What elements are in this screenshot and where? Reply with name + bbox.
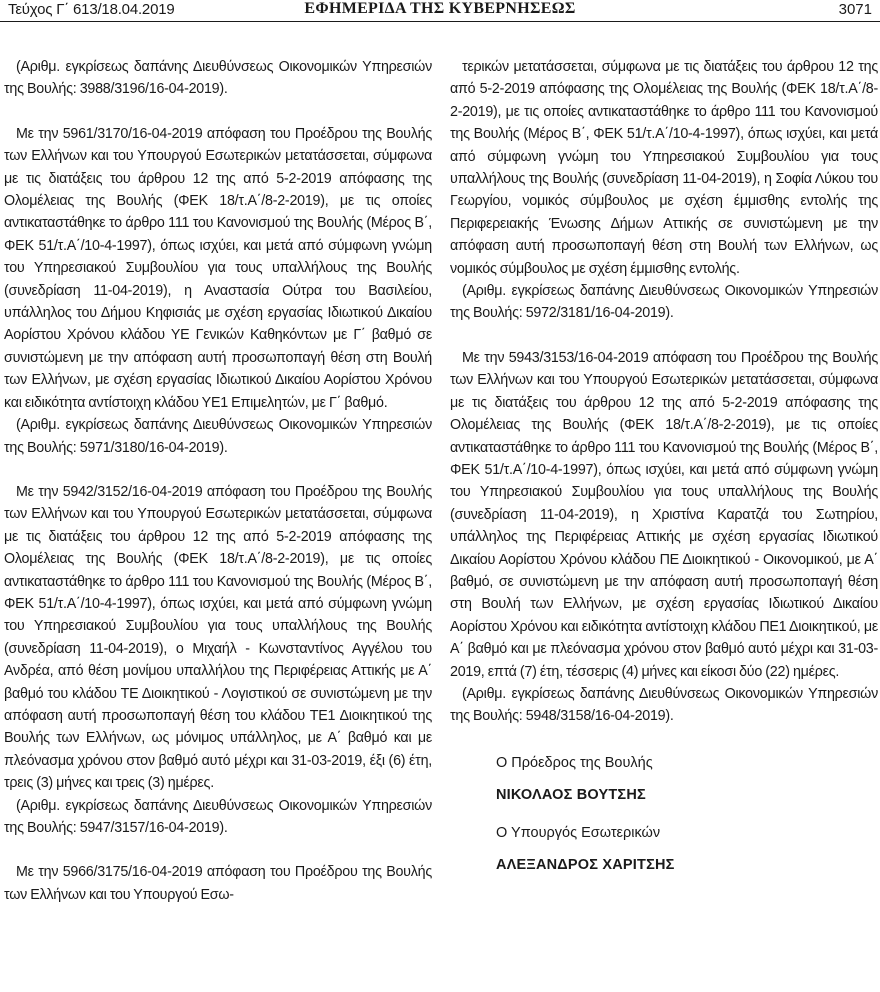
issue-number: Τεύχος Γ΄ 613/18.04.2019: [8, 1, 175, 18]
right-column: [450, 56, 878, 876]
decision-paragraph: τερικών μετατάσσεται, σύμφωνα με τις διατάξεις του άρθρου 12 της από 5-2-2019 απόφασης της Ολομέλειας της Βουλής (ΦΕΚ 18/τ.Α΄/8-2-2019), με τις οποίες αντικαταστάθηκε το άρθρο 111 του Κανονισμού της Βουλής (Μέρος Β΄, ΦΕΚ 51/τ.Α΄/10-4-1997), όπως ισχύει, και μετά από σύμφωνη γνώμη του Υπηρεσιακού Συμβουλίου για τους υπαλλήλους της Βουλής (συνεδρίαση 11-04-2019), η Σοφία Λύκου του Γεωργίου, νομικός σύμβουλος με σχέση έμμισθης εντολής της Περιφερειακής Ένωσης Δήμων Αττικής σε συνιστώμενη με την απόφαση αυτή προσωποπαγή θέση στη Βουλή των Ελλήνων, ως νομικός σύμβουλος με σχέση έμμισθης εντολής.: [450, 59, 878, 277]
approval-note: (Αριθμ. εγκρίσεως δαπάνης Διευθύνσεως Οικονομικών Υπηρεσιών της Βουλής: 5947/3157/16-04-2019).: [4, 797, 432, 836]
approval-note: (Αριθμ. εγκρίσεως δαπάνης Διευθύνσεως Οικονομικών Υπηρεσιών της Βουλής: 3988/3196/16-04-2019).: [4, 59, 432, 98]
left-column: [4, 56, 432, 906]
page-header: [0, 0, 880, 22]
decision-paragraph: Με την 5961/3170/16-04-2019 απόφαση του Προέδρου της Βουλής των Ελλήνων και του Υπουργού Εσωτερικών μετατάσσεται, σύμφωνα με τις διατάξεις του άρθρου 12 της από 5-2-2019 απόφασης της Ολομέλειας της Βουλής (ΦΕΚ 18/τ.Α΄/8-2-2019), με τις οποίες αντικαταστάθηκε το άρθρο 111 του Κανονισμού της Βουλής (Μέρος Β΄, ΦΕΚ 51/τ.Α΄/10-4-1997), όπως ισχύει, και μετά από σύμφωνη γνώμη του Υπηρεσιακού Συμβουλίου για τους υπαλλήλους της Βουλής (συνεδρίαση 11-04-2019), η Αναστασία Ούτρα του Βασιλείου, υπάλληλος του Δήμου Κηφισιάς με σχέση εργασίας Ιδιωτικού Δικαίου Αορίστου Χρόνου κλάδου ΥΕ Γενικών Καθηκόντων με Γ΄ βαθμό σε συνιστώμενη με την απόφαση αυτή προσωποπαγή θέση στη Βουλή των Ελλήνων, με σχέση εργασίας Ιδιωτικού Δικαίου Αορίστου Χρόνου και ειδικότητα αντίστοιχη κλάδου ΥΕ1 Επιμελητών, με Γ΄ βαθμό.: [4, 125, 432, 411]
signatory-name: ΑΛΕΞΑΝΔΡΟΣ ΧΑΡΙΤΣΗΣ: [496, 856, 675, 873]
decision-paragraph: Με την 5966/3175/16-04-2019 απόφαση του Προέδρου της Βουλής των Ελλήνων και του Υπουργού Εσω-: [4, 864, 432, 903]
approval-note: (Αριθμ. εγκρίσεως δαπάνης Διευθύνσεως Οικονομικών Υπηρεσιών της Βουλής: 5971/3180/16-04-2019).: [4, 417, 432, 456]
signatory-name: ΝΙΚΟΛΑΟΣ ΒΟΥΤΣΗΣ: [496, 786, 646, 803]
approval-note: (Αριθμ. εγκρίσεως δαπάνης Διευθύνσεως Οικονομικών Υπηρεσιών της Βουλής: 5948/3158/16-04-2019).: [450, 685, 878, 725]
approval-note: (Αριθμ. εγκρίσεως δαπάνης Διευθύνσεως Οικονομικών Υπηρεσιών της Βουλής: 5972/3181/16-04-2019).: [450, 283, 878, 322]
decision-paragraph: Με την 5943/3153/16-04-2019 απόφαση του Προέδρου της Βουλής των Ελλήνων και του Υπουργού Εσωτερικών μετατάσσεται, σύμφωνα με τις διατάξεις του άρθρου 12 της από 5-2-2019 απόφασης της Ολομέλειας της Βουλής (ΦΕΚ 18/τ.Α΄/8-2-2019), με τις οποίες αντικαταστάθηκε το άρθρο 111 του Κανονισμού της Βουλής (Μέρος Β΄, ΦΕΚ 51/τ.Α΄/10-4-1997), όπως ισχύει, και μετά από σύμφωνη γνώμη του Υπηρεσιακού Συμβουλίου για τους υπαλλήλους της Βουλής (συνεδρίαση 11-04-2019), η Χριστίνα Καρατζά του Σωτηρίου, υπάλληλος της Περιφέρειας Αττικής με σχέση εργασίας Ιδιωτικού Δικαίου Αορίστου Χρόνου κλάδου ΠΕ Διοικητικού - Οικονομικού, με Α΄ βαθμό, σε συνιστώμενη με την απόφαση αυτή προσωποπαγή θέση στη Βουλή των Ελλήνων, με σχέση εργασίας Ιδιωτικού Δικαίου Αορίστου Χρόνου και ειδικότητα αντίστοιχη κλάδου ΠΕ1 Διοικητικού, με Α΄ βαθμό και με πλεόνασμα χρόνου στον βαθμό αυτό μέχρι και 31-03-2019, επτά (7) έτη, τέσσερις (4) μήνες και είκοσι δύο (22) ημέρες.: [450, 349, 878, 680]
signatory-role: Ο Υπουργός Εσωτερικών: [496, 824, 661, 841]
signature-block: [496, 752, 878, 876]
page-number: 3071: [838, 1, 872, 18]
signatory-role: Ο Πρόεδρος της Βουλής: [496, 754, 653, 771]
decision-paragraph: Με την 5942/3152/16-04-2019 απόφαση του Προέδρου της Βουλής των Ελλήνων και του Υπουργού Εσωτερικών μετατάσσεται, σύμφωνα με τις διατάξεις του άρθρου 12 της από 5-2-2019 απόφασης της Ολομέλειας της Βουλής (ΦΕΚ 18/τ.Α΄/8-2-2019), με τις οποίες αντικαταστάθηκε το άρθρο 111 του Κανονισμού της Βουλής (Μέρος Β΄, ΦΕΚ 51/τ.Α΄/10-4-1997), όπως ισχύει, και μετά από σύμφωνη γνώμη του Υπηρεσιακού Συμβουλίου για τους υπαλλήλους της Βουλής (συνεδρίαση 11-04-2019), ο Μιχαήλ - Κωνσταντίνος Αγγέλου του Ανδρέα, από θέση μονίμου υπαλλήλου της Περιφέρειας Αττικής με Α΄ βαθμό του κλάδου ΤΕ Διοικητικού - Λογιστικού σε συνιστώμενη με την απόφαση αυτή προσωποπαγή θέση του κλάδου ΤΕ1 Διοικητικού της Βουλής των Ελλήνων, ως μόνιμος υπάλληλος, με Α΄ βαθμό και με πλεόνασμα χρόνου στον βαθμό αυτό μέχρι και 31-03-2019, έξι (6) έτη, τρεις (3) μήνες και τρεις (3) ημέρες.: [4, 483, 432, 792]
gazette-title: ΕΦΗΜΕΡΙΔΑ ΤΗΣ ΚΥΒΕΡΝΗΣΕΩΣ: [304, 0, 576, 17]
